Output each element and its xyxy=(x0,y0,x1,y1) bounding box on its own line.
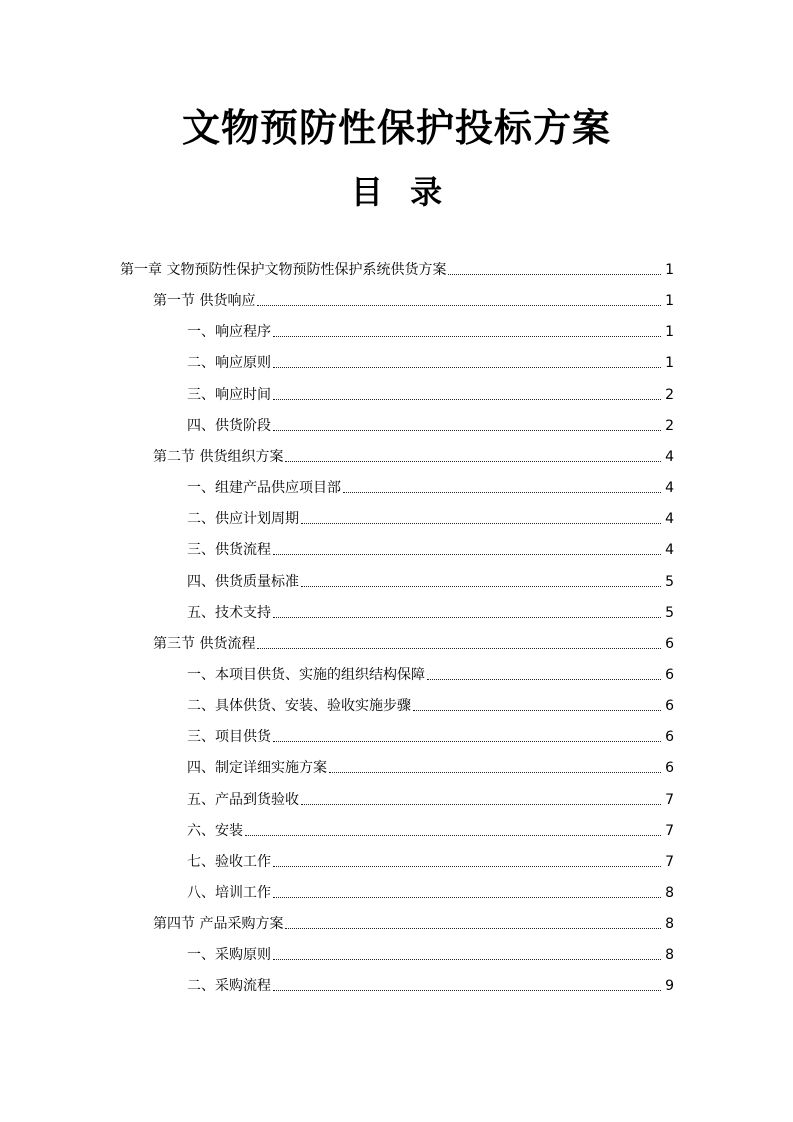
toc-entry-label: 二、响应原则 xyxy=(187,355,271,372)
toc-dot-leader xyxy=(273,990,661,991)
toc-entry-page-number: 2 xyxy=(665,417,674,434)
toc-dot-leader xyxy=(273,741,661,742)
toc-dot-leader xyxy=(427,679,661,680)
toc-entry-page-number: 5 xyxy=(665,573,674,590)
toc-entry[interactable] xyxy=(187,784,674,810)
toc-entry-page-number: 2 xyxy=(665,386,674,403)
toc-entry[interactable] xyxy=(187,752,674,778)
toc-entry-page-number: 1 xyxy=(665,324,674,341)
toc-entry-label: 四、供货阶段 xyxy=(187,417,271,434)
toc-entry-label: 八、培训工作 xyxy=(187,885,271,901)
toc-entry[interactable] xyxy=(187,939,674,965)
toc-dot-leader xyxy=(413,710,661,711)
toc-entry[interactable] xyxy=(187,379,674,405)
toc-heading: 目 录 xyxy=(350,173,443,211)
toc-entry-label: 一、组建产品供应项目部 xyxy=(187,480,341,497)
toc-entry-page-number: 1 xyxy=(665,355,674,372)
toc-entry-page-number: 8 xyxy=(665,885,674,901)
toc-entry-label: 四、制定详细实施方案 xyxy=(187,760,327,777)
toc-entry[interactable] xyxy=(153,285,674,311)
toc-dot-leader xyxy=(273,430,661,431)
toc-entry-label: 第一章 文物预防性保护文物预防性保护系统供货方案 xyxy=(120,262,447,278)
toc-entry-label: 七、验收工作 xyxy=(187,853,271,870)
toc-dot-leader xyxy=(343,492,661,493)
toc-entry[interactable] xyxy=(187,347,674,373)
toc-entry-label: 五、产品到货验收 xyxy=(187,791,299,808)
toc-entry-page-number: 9 xyxy=(665,978,674,995)
toc-dot-leader xyxy=(285,461,661,462)
toc-entry-page-number: 4 xyxy=(665,542,674,559)
toc-entry-page-number: 6 xyxy=(665,698,674,715)
toc-entry-page-number: 6 xyxy=(665,635,674,652)
toc-entry[interactable] xyxy=(187,566,674,592)
toc-entry[interactable] xyxy=(187,877,674,903)
toc-entry-page-number: 1 xyxy=(665,262,674,278)
toc-entry[interactable] xyxy=(187,597,674,623)
toc-entry[interactable] xyxy=(120,254,674,280)
toc-entry-page-number: 6 xyxy=(665,729,674,746)
toc-dot-leader xyxy=(273,399,661,400)
document-title: 文物预防性保护投标方案 xyxy=(181,106,611,150)
toc-entry[interactable] xyxy=(187,472,674,498)
toc-dot-leader xyxy=(329,772,661,773)
toc-entry[interactable] xyxy=(187,659,674,685)
toc-entry-label: 三、响应时间 xyxy=(187,386,271,403)
toc-entry-label: 二、采购流程 xyxy=(187,978,271,995)
toc-entry-page-number: 4 xyxy=(665,448,674,465)
toc-entry-page-number: 8 xyxy=(665,947,674,964)
toc-entry-label: 第四节 产品采购方案 xyxy=(153,916,284,933)
toc-dot-leader xyxy=(273,617,661,618)
toc-dot-leader xyxy=(273,897,661,898)
toc-entry-label: 第三节 供货流程 xyxy=(153,635,256,652)
toc-dot-leader xyxy=(448,274,661,275)
toc-dot-leader xyxy=(301,586,661,587)
toc-entry[interactable] xyxy=(187,815,674,841)
toc-entry-page-number: 6 xyxy=(665,666,674,683)
toc-entry-label: 三、供货流程 xyxy=(187,542,271,559)
toc-entry-page-number: 1 xyxy=(665,293,674,310)
toc-dot-leader xyxy=(301,523,661,524)
toc-entry-label: 第二节 供货组织方案 xyxy=(153,448,284,465)
toc-entry-page-number: 6 xyxy=(665,760,674,777)
toc-dot-leader xyxy=(257,305,661,306)
toc-entry[interactable] xyxy=(187,503,674,529)
toc-entry-page-number: 4 xyxy=(665,480,674,497)
toc-entry[interactable] xyxy=(153,441,674,467)
toc-entry-page-number: 4 xyxy=(665,511,674,528)
toc-entry[interactable] xyxy=(187,846,674,872)
toc-entry-label: 二、具体供货、安装、验收实施步骤 xyxy=(187,698,411,715)
toc-entry-page-number: 7 xyxy=(665,822,674,839)
toc-dot-leader xyxy=(273,959,661,960)
toc-entry-label: 一、采购原则 xyxy=(187,947,271,964)
toc-entry[interactable] xyxy=(187,690,674,716)
toc-dot-leader xyxy=(257,648,661,649)
toc-entry-label: 三、项目供货 xyxy=(187,729,271,746)
toc-dot-leader xyxy=(273,367,661,368)
toc-entry-label: 二、供应计划周期 xyxy=(187,511,299,528)
toc-entry-page-number: 7 xyxy=(665,853,674,870)
toc-entry-page-number: 8 xyxy=(665,916,674,933)
toc-entry-page-number: 5 xyxy=(665,604,674,621)
toc-entry-label: 四、供货质量标准 xyxy=(187,573,299,590)
toc-entry-label: 一、本项目供货、实施的组织结构保障 xyxy=(187,666,425,683)
toc-entry-label: 一、响应程序 xyxy=(187,324,271,341)
toc-entry[interactable] xyxy=(153,908,674,934)
toc-entry-label: 六、安装 xyxy=(187,822,243,839)
toc-entry[interactable] xyxy=(153,628,674,654)
toc-entry[interactable] xyxy=(187,970,674,996)
toc-entry-label: 第一节 供货响应 xyxy=(153,293,256,310)
toc-entry-page-number: 7 xyxy=(665,791,674,808)
toc-dot-leader xyxy=(273,336,661,337)
toc-dot-leader xyxy=(273,554,661,555)
toc-dot-leader xyxy=(285,928,661,929)
toc-dot-leader xyxy=(301,804,661,805)
toc-dot-leader xyxy=(245,835,661,836)
toc-entry-label: 五、技术支持 xyxy=(187,604,271,621)
toc-entry[interactable] xyxy=(187,534,674,560)
toc-dot-leader xyxy=(273,866,661,867)
toc-entry[interactable] xyxy=(187,316,674,342)
toc-entry[interactable] xyxy=(187,721,674,747)
toc-entry[interactable] xyxy=(187,410,674,436)
